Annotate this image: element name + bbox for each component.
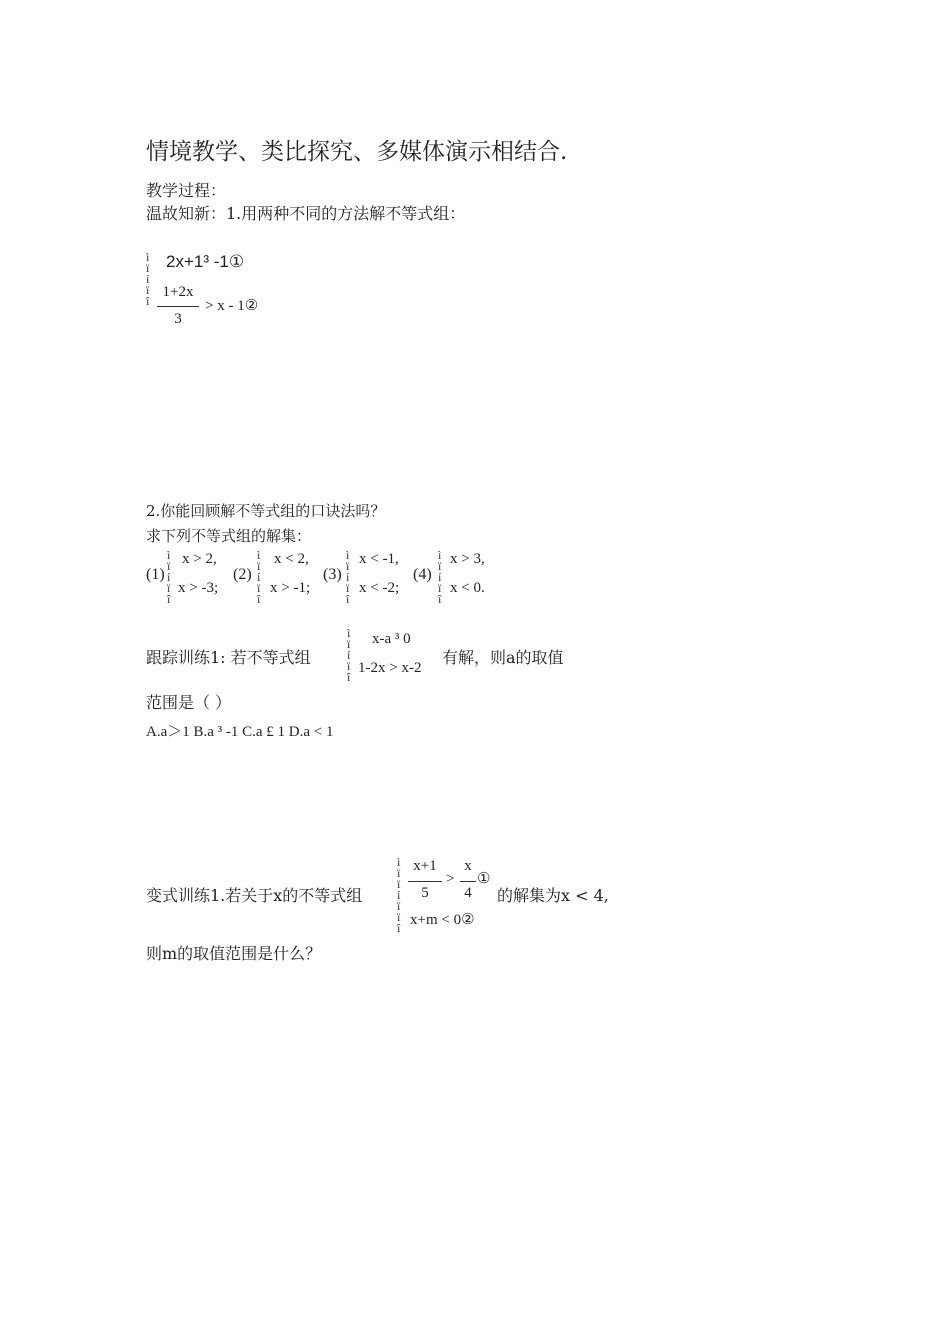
- circled-mark: ①: [477, 871, 491, 887]
- system-bottom: x < 0.: [450, 580, 485, 596]
- variant1-prompt: 变式训练1.若关于x的不等式组: [146, 886, 363, 905]
- fraction-numerator: x: [464, 858, 472, 874]
- variant1-suffix: 的解集为x < 4,: [497, 886, 609, 905]
- fraction-bar: [157, 306, 199, 307]
- system-top: x-a ³ 0: [372, 631, 411, 647]
- system-top: x < 2,: [274, 551, 309, 567]
- system-label: (2): [233, 566, 252, 583]
- system-bottom: x > -1;: [270, 580, 311, 596]
- left-brace: ì ï í ï î: [346, 548, 350, 606]
- track1-prompt: 跟踪训练1: 若不等式组: [146, 648, 311, 667]
- answer-options: A.a＞1 B.a ³ -1 C.a £ 1 D.a < 1: [146, 724, 334, 740]
- fraction-denominator: 3: [174, 311, 182, 327]
- system-top: x > 2,: [182, 551, 217, 567]
- variant1-line2: 则m的取值范围是什么？: [146, 944, 322, 963]
- process-label: 教学过程：: [146, 181, 227, 200]
- left-brace: ì ï í ï î: [438, 548, 442, 606]
- system-bottom: x < -2;: [359, 580, 400, 596]
- page-heading: 情境教学、类比探究、多媒体演示相结合.: [146, 139, 568, 165]
- fraction-bar: [460, 881, 476, 882]
- track1-line2: 范围是（ ）: [146, 693, 232, 712]
- system-bottom: x+m < 0②: [410, 912, 475, 928]
- system-label: (4): [413, 566, 432, 583]
- q2-subtitle: 求下列不等式组的解集：: [146, 527, 312, 545]
- fraction-numerator: x+1: [413, 858, 437, 874]
- fraction-numerator: 1+2x: [162, 284, 194, 300]
- left-brace: ì ï í ï î: [167, 548, 171, 606]
- system-bottom: 1-2x > x-2: [358, 660, 422, 676]
- left-brace: ì ï ï í ï ï î: [397, 855, 401, 935]
- system-label: (3): [323, 566, 342, 583]
- review-prompt: 温故知新：1.用两种不同的方法解不等式组：: [146, 204, 466, 223]
- inequality-1: 2x+1³ -1①: [166, 252, 245, 271]
- greater-than-sign: >: [446, 871, 455, 887]
- fraction-bar: [408, 881, 442, 882]
- fraction-denominator: 4: [464, 885, 472, 901]
- left-brace: ì ï í ï î: [257, 548, 261, 606]
- fraction-denominator: 5: [421, 885, 429, 901]
- q2-title: 2.你能回顾解不等式组的口诀法吗？: [146, 502, 386, 520]
- left-brace: ì ï í ï î: [347, 626, 351, 684]
- left-brace: ì ï í ï î: [146, 250, 150, 308]
- system-top: x < -1,: [359, 551, 399, 567]
- system-bottom: x > -3;: [178, 580, 219, 596]
- system-label: (1): [146, 566, 165, 583]
- inequality-2-rhs: > x - 1②: [205, 298, 259, 314]
- system-top: x > 3,: [450, 551, 485, 567]
- track1-suffix: 有解，则a的取值: [442, 648, 564, 667]
